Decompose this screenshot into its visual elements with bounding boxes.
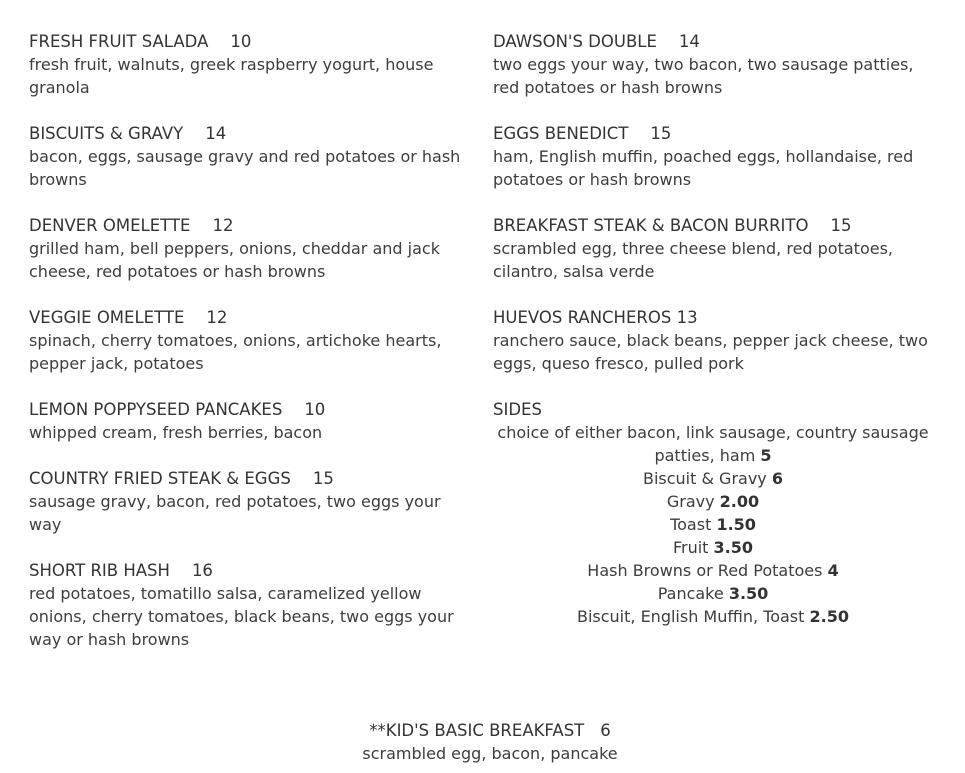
menu-column-right [493,30,933,651]
item-price: 16 [191,561,213,580]
item-name: BREAKFAST STEAK & BACON BURRITO [493,216,809,235]
menu-item-desc: spinach, cherry tomatoes, onions, artichoke hearts, pepper jack, potatoes [29,331,442,373]
item-price: 15 [830,216,852,235]
item-price: 10 [304,400,326,419]
menu-item-title [493,214,933,237]
side-name: Fruit [672,538,709,557]
kids-breakfast [0,719,965,765]
menu-item-title [29,122,469,145]
sides-intro-price: 5 [760,446,772,465]
side-item [493,467,933,490]
menu-item-title [29,398,469,421]
side-item [493,490,933,513]
side-price: 4 [827,561,839,580]
menu-item-desc: red potatoes, tomatillo salsa, caramelized yellow onions, cherry tomatoes, black beans, two eggs your way or hash browns [29,584,454,649]
sides-title: SIDES [493,400,542,419]
menu-item-title [29,306,469,329]
menu-item [493,30,933,99]
menu-item-desc: bacon, eggs, sausage gravy and red potatoes or hash browns [29,147,461,189]
side-price: 1.50 [716,515,756,534]
sides-intro [493,421,933,467]
sides-list [493,421,933,628]
side-price: 6 [771,469,783,488]
menu-item [29,306,469,375]
side-name: Biscuit & Gravy [642,469,767,488]
menu-item-desc: scrambled egg, three cheese blend, red potatoes, cilantro, salsa verde [493,239,893,281]
item-name: SHORT RIB HASH [29,561,170,580]
side-price: 3.50 [713,538,754,557]
menu-item [29,214,469,283]
menu-item-desc: ham, English muffin, poached eggs, hollandaise, red potatoes or hash browns [493,147,914,189]
kids-price: 6 [600,721,611,740]
menu-item [493,306,933,375]
item-name: HUEVOS RANCHEROS [493,308,672,327]
kids-name: **KID'S BASIC BREAKFAST [369,721,585,740]
menu-item-title [29,467,469,490]
menu-item-title [493,30,933,53]
menu-item-desc: grilled ham, bell peppers, onions, cheddar and jack cheese, red potatoes or hash browns [29,239,440,281]
menu-item-title [29,559,469,582]
item-name: FRESH FRUIT SALADA [29,32,209,51]
side-name: Hash Browns or Red Potatoes [587,561,823,580]
sides-section [493,398,933,628]
side-item [493,513,933,536]
item-name: DENVER OMELETTE [29,216,191,235]
item-price: 10 [230,32,252,51]
menu-item-desc: fresh fruit, walnuts, greek raspberry yogurt, house granola [29,55,434,97]
menu-item-desc: whipped cream, fresh berries, bacon [29,423,323,442]
item-price: 15 [650,124,672,143]
sides-intro-text: choice of either bacon, link sausage, country sausage patties, ham [497,423,929,465]
menu-item [29,467,469,536]
menu-item-desc: two eggs your way, two bacon, two sausage patties, red potatoes or hash browns [493,55,914,97]
item-price: 12 [206,308,228,327]
menu-item-title [29,30,469,53]
side-name: Biscuit, English Muffin, Toast [576,607,805,626]
menu-item-title [493,122,933,145]
side-price: 3.50 [728,584,769,603]
item-price: 15 [312,469,334,488]
item-name: COUNTRY FRIED STEAK & EGGS [29,469,291,488]
menu-item [29,122,469,191]
menu-item-title [29,214,469,237]
side-item [493,605,933,628]
side-item [493,559,933,582]
side-name: Gravy [666,492,715,511]
item-price: 14 [678,32,700,51]
item-price: 14 [205,124,227,143]
item-name: VEGGIE OMELETTE [29,308,185,327]
kids-desc: scrambled egg, bacon, pancake [362,744,618,763]
menu-item-desc: ranchero sauce, black beans, pepper jack cheese, two eggs, queso fresco, pulled pork [493,331,928,373]
side-name: Toast [670,515,712,534]
item-price: 13 [676,308,698,327]
item-name: LEMON POPPYSEED PANCAKES [29,400,283,419]
menu-item [493,122,933,191]
item-name: EGGS BENEDICT [493,124,629,143]
side-item [493,582,933,605]
item-name: BISCUITS & GRAVY [29,124,184,143]
side-item [493,536,933,559]
menu-item [493,214,933,283]
side-price: 2.00 [719,492,760,511]
menu-item-title [493,306,933,329]
menu-item [29,559,469,651]
menu-item [29,398,469,444]
menu-column-left [29,30,469,674]
item-price: 12 [212,216,234,235]
kids-title [0,719,965,742]
menu-item [29,30,469,99]
item-name: DAWSON'S DOUBLE [493,32,657,51]
menu-item-desc: sausage gravy, bacon, red potatoes, two eggs your way [29,492,441,534]
side-name: Pancake [657,584,724,603]
side-price: 2.50 [809,607,849,626]
